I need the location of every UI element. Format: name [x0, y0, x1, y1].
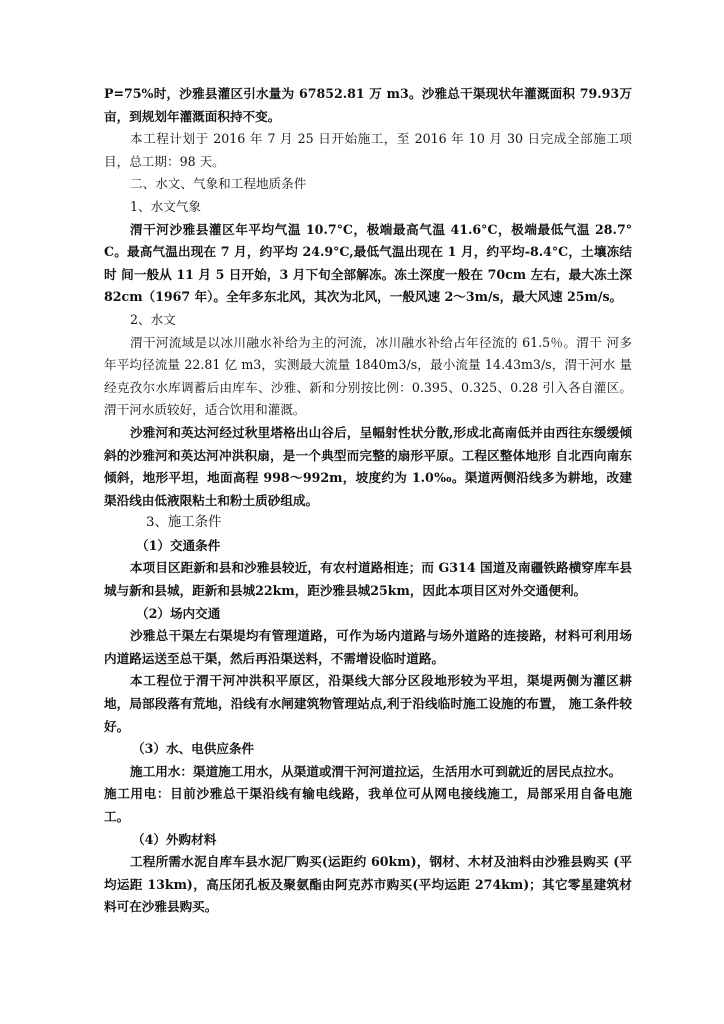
power-supply-paragraph: 施工用电：目前沙雅总干渠沿线有输电线路，我单位可从网电接线施工，局部采用自备电施工。 — [104, 786, 632, 824]
subheading-construction-conditions: 3、施工条件 — [146, 515, 222, 531]
subheading-site-traffic: （2）场内交通 — [136, 605, 221, 621]
climate-paragraph: 渭干河沙雅县灌区年平均气温 10.7°C，极端最高气温 41.6°C，极端最低气温 28.7°C。最高气温出现在 7 月，约平均 24.9°C,最低气温出现在 1 月，约平均-8.4°C，土壤冻结时 间一般从 11 月 5 日开始，3 月下旬全部解冻。冻土深度一般在 70cm 左右，最大冻土深 82cm（1967 年）。全年多东北风，其次为北风，一般风速 2〜3m/s，最大风速 25m/s。 — [104, 221, 632, 305]
subheading-hydrometeorology: 1、水文气象 — [130, 198, 201, 214]
site-terrain-paragraph: 本工程位于渭干河冲洪积平原区，沿渠线大部分区段地形较为平坦，渠堤两侧为灌区耕地，局部段落有荒地，沿线有水闸建筑物管理站点,利于沿线临时施工设施的布置， 施工条件较好。 — [104, 673, 632, 734]
subheading-traffic: （1）交通条件 — [136, 537, 221, 553]
materials-paragraph: 工程所需水泥自库车县水泥厂购买(运距约 60km)，钢材、木材及油料由沙雅县购买 (平均运距 13km)，高压闭孔板及聚氨酯由阿克苏市购买(平均运距 274km)；其它零星建筑材料可在沙雅县购买。 — [104, 854, 632, 915]
irrigation-water-paragraph: P=75%时，沙雅县灌区引水量为 67852.81 万 m3。沙雅总干渠现状年灌溉面积 79.93万亩，到规划年灌溉面积持不变。 — [104, 86, 632, 124]
subheading-hydrology: 2、水文 — [130, 311, 176, 327]
document-page — [104, 83, 632, 919]
river-runoff-paragraph: 渭干河流域是以冰川融水补给为主的河流，冰川融水补给占年径流的 61.5％。渭干 河多年平均径流量 22.81 亿 m3，实测最大流量 1840m3/s，最小流量 14.43m3/s，渭干河水 量经克孜尔水库调蓄后由库车、沙雅、新和分别按比例：0.395、0.325、0.28 引入各自灌区。渭干河水质较好，适合饮用和灌溉。 — [104, 334, 632, 418]
site-traffic-paragraph: 沙雅总干渠左右渠堤均有管理道路，可作为场内道路与场外道路的连接路，材料可利用场内道路运送至总干渠，然后再沿渠送料，不需增设临时道路。 — [104, 628, 632, 666]
schedule-paragraph: 本工程计划于 2016 年 7 月 25 日开始施工，至 2016 年 10 月 30 日完成全部施工项目，总工期：98 天。 — [104, 131, 632, 169]
traffic-paragraph: 本项目区距新和县和沙雅县较近，有农村道路相连；而 G314 国道及南疆铁路横穿库车县城与新和县城，距新和县城22km，距沙雅县城25km，因此本项目区对外交通便利。 — [104, 560, 632, 599]
terrain-paragraph: 沙雅河和英达河经过秋里塔格出山谷后，呈幅射性状分散,形成北高南低并由西往东缓缓倾斜的沙雅河和英达河冲洪积扇，是一个典型而完整的扇形平原。工程区整体地形 自北西向南东倾斜，地形平坦，地面高程 998〜992m，坡度约为 1.0‰。渠道两侧沿线多为耕地，改建渠沿线由低液限粘土和粉土质砂组成。 — [104, 424, 632, 508]
section-heading-hydrology: 二、水文、气象和工程地质条件 — [130, 176, 307, 192]
subheading-materials: （4）外购材料 — [132, 831, 217, 847]
water-supply-paragraph: 施工用水：渠道施工用水，从渠道或渭干河河道拉运，生活用水可到就近的居民点拉水。 — [130, 763, 622, 779]
subheading-water-power: （3）水、电供应条件 — [132, 741, 255, 757]
